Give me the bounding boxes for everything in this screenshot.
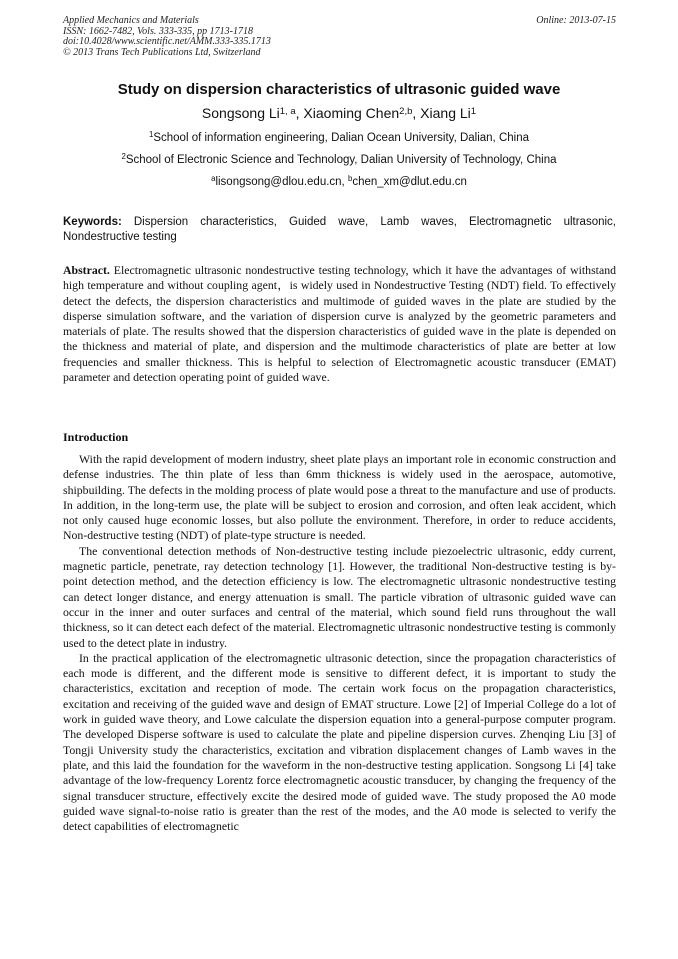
author-list (40, 104, 638, 122)
author-separator: , (295, 105, 304, 121)
author-name: Songsong Li (201, 105, 280, 121)
affiliation-text: School of Electronic Science and Technology, Dalian University of Technology, China (125, 154, 557, 166)
affiliation-1 (40, 131, 638, 145)
paper-title: Study on dispersion characteristics of ultrasonic guided wave (117, 81, 561, 98)
email-superscript: a (211, 174, 216, 184)
body-paragraph: The conventional detection methods of Non-destructive testing include piezoelectric ultrasonic, eddy current, magnetic particle, penetrate, ray detection technology [1]. However, the traditional Non-destructive testing is by-point detection method, and the detection efficiency is low. The electromagnetic ultrasonic nondestructive testing can detect longer distance, and energy attenuation is small. The particle vibration of ultrasonic guided wave can occur in the inner and outer surfaces and central of the material, which sound field runs throughout the wall thickness, so it can detect each defect of the material. Electromagnetic ultrasonic nondestructive testing is commonly used to the detect plate in industry. (63, 543, 616, 650)
affiliation-superscript: 1 (148, 130, 154, 140)
issn-line: ISSN: 1662-7482, Vols. 333-335, pp 1713-1718 (63, 25, 253, 37)
author-superscript: 2,b (399, 105, 413, 117)
keywords-text: Dispersion characteristics, Guided wave, Lamb waves, Electromagnetic ultrasonic, Nondestructive testing (63, 216, 616, 243)
online-date: Online: 2013-07-15 (536, 15, 616, 26)
affiliation-text: School of information engineering, Dalian Ocean University, Dalian, China (153, 132, 529, 144)
author-separator: , (412, 105, 421, 121)
copyright-line: © 2013 Trans Tech Publications Ltd, Switzerland (63, 46, 261, 58)
body-paragraph: With the rapid development of modern industry, sheet plate plays an important role in economic construction and defense industries. The thin plate of less than 6mm thickness is widely used in the aerospace, automotive, shipbuilding. The defects in the molding process of plate would pose a threat to the manufacture and use of products. In addition, in the long-term use, the plate will be subject to erosion and corrosion, and often leak accident, which not only caused huge economic losses, but also pollute the environment. Therefore, in order to reduce accidents, Non-destructive testing (NDT) of plate-type structure is needed. (63, 452, 616, 543)
author-name: Xiaoming Chen (303, 105, 400, 121)
journal-name: Applied Mechanics and Materials (63, 15, 199, 26)
keywords-label: Keywords: (63, 216, 122, 228)
abstract-label: Abstract. (63, 263, 110, 277)
abstract-text: Electromagnetic ultrasonic nondestructive testing technology, which it have the advantages of withstand high temperature and without coupling agent，is widely used in Nondestructive Testing (NDT) field. To effectively detect the defects, the dispersion characteristics and multimode of guided waves in the plate are studied by the disperse simulation software, and the variation of dispersion curve is analyzed by the geometric parameters and materials of plate. The results showed that the dispersion characteristics of guided wave in the plate is depended on the thickness and material of plate, and dispersion and the multimode characteristics of plate are better at low frequencies and smaller thickness. This is helpful to selection of Electromagnetic acoustic transducer (EMAT) parameter and detection operating point of guided wave. (63, 263, 616, 385)
journal-header (63, 16, 616, 58)
author-name: Xiang Li (420, 105, 471, 121)
affiliation-superscript: 2 (121, 152, 126, 162)
keywords-block (63, 215, 616, 245)
author-superscript: 1, a (279, 105, 296, 117)
doi-line: doi:10.4028/www.scientific.net/AMM.333-335.1713 (63, 36, 271, 47)
email-text: chen_xm@dlut.edu.cn (352, 176, 467, 188)
abstract-block (63, 263, 616, 385)
author-emails (40, 175, 638, 189)
section-heading: Introduction (63, 430, 129, 444)
body-paragraph: In the practical application of the electromagnetic ultrasonic detection, since the propagation characteristics of each mode is different, and the different mode is sensitive to different defect, it is important to study the characteristics, excitation and reception of mode. The certain work focus on the propagation characteristics, excitation and receiving of the guided wave and design of EMAT structure. Lowe [2] of Imperial College do a lot of work in guided wave theory, and Lowe calculate the dispersion equation into a general-purpose computer program. The developed Disperse software is used to calculate the plate and pipeline dispersion curves. Zhenqing Liu [3] of Tongji University study the characteristics, excitation and vibration displacement changes of Lamb waves in the plate, and this laid the foundation for the waveform in the non-destructive testing application. Songsong Li [4] take advantage of the low-frequency Lorentz force electromagnetic acoustic transducer, by changing the frequency of the signal transducer structure, effectively excite the desired mode of guided wave. The study proposed the A0 mode guided wave signal-to-noise ratio is greater than the rest of the modes, and the A0 mode is selected to verify the detect capabilities of electromagnetic (63, 650, 616, 834)
email-superscript: b (347, 174, 353, 184)
author-superscript: 1 (470, 105, 477, 117)
email-text: lisongsong@dlou.edu.cn, (215, 176, 348, 188)
affiliation-2 (40, 153, 638, 167)
introduction-body (63, 452, 616, 834)
